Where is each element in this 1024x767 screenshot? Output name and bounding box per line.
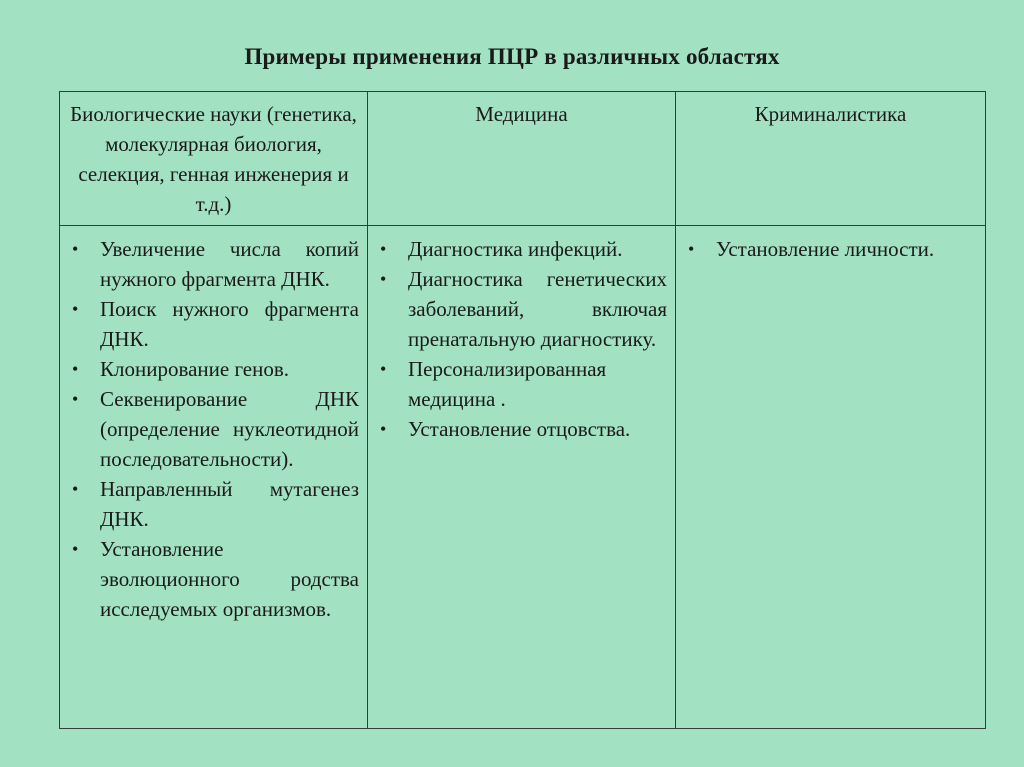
list-item: • Клонирование генов. (70, 354, 359, 384)
list-item: • Установление личности. (686, 234, 977, 264)
list-item: • Персонализированная медицина . (378, 354, 667, 414)
bullet-list (676, 226, 985, 264)
list-item: • Секвенирование ДНК (определение нуклеотидной последовательности). (70, 384, 359, 474)
body-cell-forensics (676, 226, 986, 729)
bullet-list (368, 226, 675, 444)
list-item: • Направленный мутагенез ДНК. (70, 474, 359, 534)
body-cell-medicine (368, 226, 676, 729)
column-header: Медицина (475, 102, 568, 126)
list-item: • Установление отцовства. (378, 414, 667, 444)
applications-table (59, 91, 986, 729)
page-title: Примеры применения ПЦР в различных областях (244, 44, 780, 69)
column-header: Биологические науки (генетика, молекулярная биология, селекция, генная инженерия и т.д.) (70, 102, 357, 216)
body-cell-biology (60, 226, 368, 729)
header-cell-biology (60, 92, 368, 226)
bullet-list (60, 226, 367, 624)
header-cell-medicine (368, 92, 676, 226)
table-body-row (60, 226, 986, 729)
header-cell-forensics (676, 92, 986, 226)
column-header: Криминалистика (754, 102, 907, 126)
list-item: • Поиск нужного фрагмента ДНК. (70, 294, 359, 354)
table-header-row (60, 92, 986, 226)
list-item: • Установление эволюционного родства исследуемых организмов. (70, 534, 359, 624)
list-item: • Диагностика генетических заболеваний, включая пренатальную диагностику. (378, 264, 667, 354)
list-item: • Увеличение числа копий нужного фрагмента ДНК. (70, 234, 359, 294)
list-item: • Диагностика инфекций. (378, 234, 667, 264)
